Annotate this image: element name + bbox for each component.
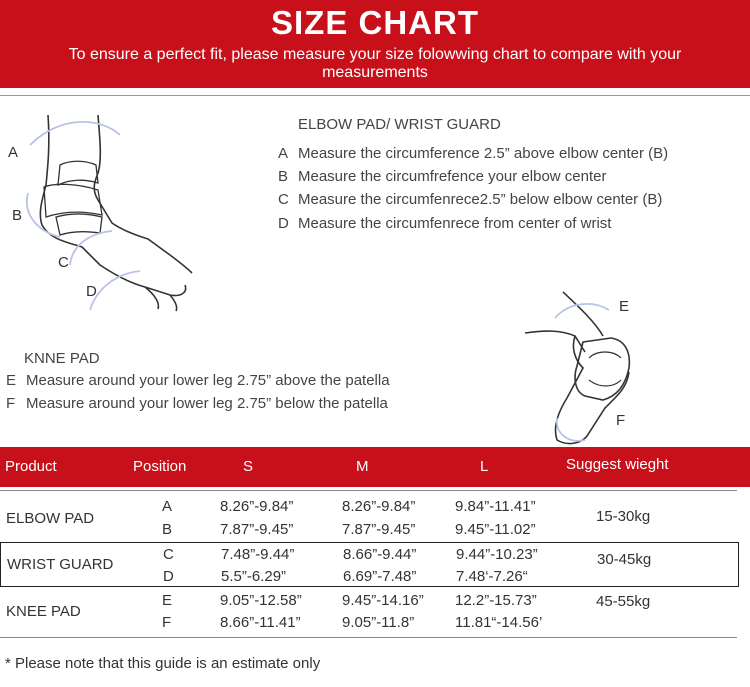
instruction-item: D Measure the circumfenrece from center of wrist [278, 215, 612, 232]
arm-label-b: B [12, 207, 23, 224]
size-l-cell: 11.81“-14.56’ [455, 614, 543, 631]
weight-cell: 30-45kg [597, 551, 652, 568]
size-m-cell: 7.87”-9.45” [342, 521, 416, 538]
header-position: Position [133, 458, 187, 475]
header-m: M [356, 458, 369, 475]
size-s-cell: 9.05”-12.58” [220, 592, 302, 609]
size-m-cell: 6.69”-7.48” [343, 568, 417, 585]
size-s-cell: 8.26”-9.84” [220, 498, 294, 515]
size-chart-header [0, 0, 750, 88]
header-product: Product [5, 458, 57, 475]
knee-label-f: F [616, 412, 626, 429]
position-cell: D [163, 568, 174, 585]
size-m-cell: 8.66”-9.44” [343, 546, 417, 563]
table-group-elbow [0, 490, 737, 543]
knee-section-title: KNNE PAD [24, 350, 100, 367]
size-l-cell: 7.48‘-7.26“ [456, 568, 528, 585]
instruction-item: E Measure around your lower leg 2.75” above the patella [6, 372, 390, 389]
position-cell: E [162, 592, 173, 609]
instruction-item: C Measure the circumfenrece2.5” below elbow center (B) [278, 191, 663, 208]
header-l: L [480, 458, 489, 475]
page-title: SIZE CHART [271, 4, 479, 41]
table-group-knee [0, 587, 737, 638]
arm-label-a: A [8, 144, 19, 161]
size-s-cell: 8.66”-11.41” [220, 614, 301, 631]
size-l-cell: 9.45”-11.02” [455, 521, 536, 538]
weight-cell: 45-55kg [596, 593, 651, 610]
product-name: ELBOW PAD [6, 510, 95, 527]
size-l-cell: 9.44”-10.23” [456, 546, 538, 563]
table-group-wrist [0, 542, 739, 587]
weight-cell: 15-30kg [596, 508, 651, 525]
position-cell: C [163, 546, 174, 563]
size-s-cell: 5.5”-6.29” [221, 568, 287, 585]
header-s: S [243, 458, 254, 475]
size-m-cell: 9.05”-11.8” [342, 614, 415, 631]
arm-label-c: C [58, 254, 69, 271]
arm-label-d: D [86, 283, 97, 300]
product-name: KNEE PAD [6, 603, 81, 620]
position-cell: F [162, 614, 172, 631]
position-cell: A [162, 498, 173, 515]
header-subtitle: To ensure a perfect fit, please measure your size folowwing chart to compare with your measurements [68, 46, 682, 81]
elbow-section-title: ELBOW PAD/ WRIST GUARD [298, 116, 501, 133]
instruction-item: A Measure the circumference 2.5” above elbow center (B) [278, 145, 669, 162]
header-weight: Suggest wieght [566, 456, 669, 473]
arm-drawing-icon [20, 105, 220, 315]
position-cell: B [162, 521, 173, 538]
size-s-cell: 7.48”-9.44” [221, 546, 295, 563]
size-m-cell: 8.26”-9.84” [342, 498, 416, 515]
size-l-cell: 12.2”-15.73” [455, 592, 537, 609]
footnote: * Please note that this guide is an estimate only [5, 655, 321, 672]
product-name: WRIST GUARD [7, 556, 114, 573]
table-header [0, 447, 750, 487]
instruction-item: B Measure the circumfrefence your elbow center [278, 168, 607, 185]
instruction-item: F Measure around your lower leg 2.75” below the patella [6, 395, 388, 412]
size-s-cell: 7.87”-9.45” [220, 521, 294, 538]
size-m-cell: 9.45”-14.16” [342, 592, 424, 609]
section-divider [0, 95, 750, 96]
size-l-cell: 9.84”-11.41” [455, 498, 536, 515]
knee-label-e: E [619, 298, 630, 315]
